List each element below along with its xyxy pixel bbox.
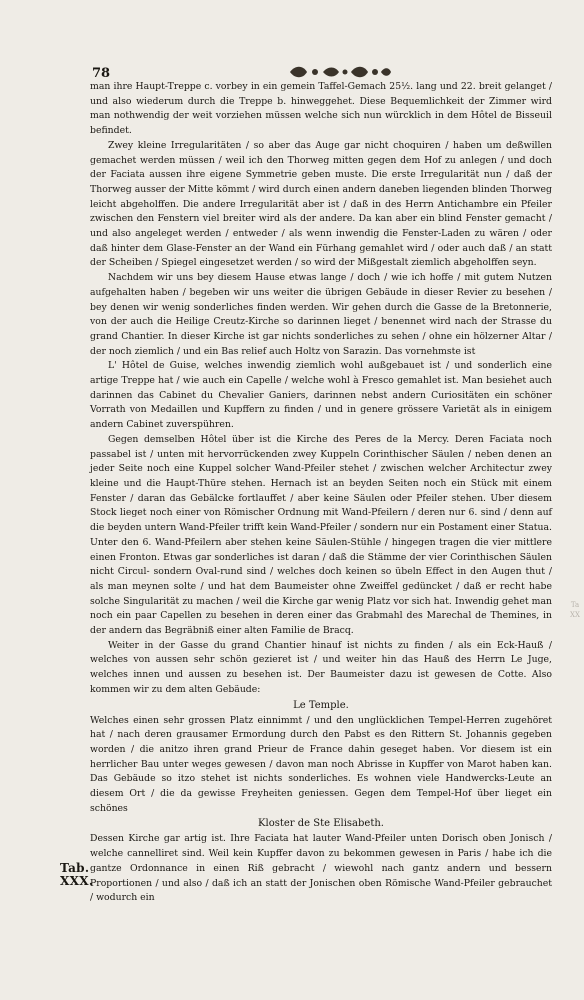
section-heading: Kloster de Ste Elisabeth. <box>258 818 384 830</box>
paragraph: Dessen Kirche gar artig ist. Ihre Faciata hat lauter Wand-Pfeiler unten Dorisch oben Jonisch / welche cannelliret sind. Weil kein Kupffer davon zu bekommen gewesen in Paris / habe ich die gantze Ordonnance in einen Riß gebracht / wiewohl nach gantz andern und bessern Proportionen / und also / daß ich an statt der Jonischen oben Römische Wand-Pfeiler gebrauchet / wodurch ein <box>90 833 552 904</box>
paragraph: man ihre Haupt-Treppe c. vorbey in ein gemein Taffel-Gemach 25½. lang und 22. breit gelanget / und also wiederum durch die Treppe b. hinweggehet. Diese Bequemlichkeit der Zimmer wird man nothwendig der weit vorziehen müssen welche sich nun würcklich in dem Hôtel de Bisseuil befindet. <box>90 81 552 137</box>
paragraph: Zwey kleine Irregularitäten / so aber das Auge gar nicht choquiren / haben um deßwillen gemachet werden müssen / weil ich den Thorweg mitten gegen dem Hof zu anlegen / und doch der Faciata aussen ihre eigene Symmetrie geben muste. Die erste Irregularität nun / daß der Thorweg ausser der Mitte kömmt / wird durch einen andern daneben liegenden blinden Thorweg leicht abgeholffen. Die andere Irregularität aber ist / daß in des Herrn Antichambre ein Pfeiler zwischen den Fenstern viel breiter wird als der andere. Da kan aber ein blind Fenster gemacht / und also angeleget werden / entweder / als wenn inwendig die Fenster-Laden zu wären / oder daß hinter dem Glase-Fenster an der Wand ein Fürhang gemahlet wird / oder auch daß / an statt der Scheiben / Spiegel eingesetzet werden / so wird der Mißgestalt ziemlich abgeholffen seyn. <box>90 139 552 269</box>
margin-note-plate-reference: Tab. XXX. <box>60 861 94 888</box>
section-heading: Le Temple. <box>293 699 349 711</box>
ornament-header-decoration <box>285 63 395 81</box>
main-text <box>90 80 552 906</box>
bleed-through-text: Ta XX <box>570 601 580 619</box>
paragraph: Weiter in der Gasse du grand Chantier hinauf ist nichts zu finden / als ein Eck-Hauß / welches von aussen sehr schön gezieret ist / und weiter hin das Hauß des Herrn Le Juge, welches innen und aussen zu besehen ist. Der Baumeister dazu ist gewesen de Cotte. Also kommen wir zu dem alten Gebäude: <box>90 639 552 695</box>
paragraph: Welches einen sehr grossen Platz einnimmt / und den unglücklichen Tempel-Herren zugehöret hat / nach deren grausamer Ermordung durch den Pabst es den Rittern St. Johannis gegeben worden / die anitzo ihren grand Prieur de France dahin geseget haben. Vor diesem ist ein herrlicher Bau unter weges gewesen / davon man noch Abrisse in Kupffer von Marot haben kan. Das Gebäude so itzo stehet ist nichts sonderliches. Es wohnen viele Handwercks-Leute an diesem Ort / die da gewisse Freyheiten geniessen. Gegen dem Tempel-Hof über lieget ein schönes <box>90 714 552 814</box>
page-number: 78 <box>92 66 111 81</box>
paragraph: Nachdem wir uns bey diesem Hause etwas lange / doch / wie ich hoffe / mit gutem Nutzen aufgehalten haben / begeben wir uns weiter die übrigen Gebäude in dieser Revier zu besehen / bey denen wir wenig sonderliches finden werden. Wir gehen durch die Gasse de la Bretonnerie, von der auch die Heilige Creutz-Kirche so darinnen lieget / benennet wird nach der Strasse du grand Chantier. In dieser Kirche ist gar nichts sonderliches zu sehen / ohne ein hölzerner Altar / der noch ziemlich / und ein Bas relief auch Holtz von Sarazin. Das vornehmste ist <box>90 272 552 357</box>
paragraph: Gegen demselben Hôtel über ist die Kirche des Peres de la Mercy. Deren Faciata noch passabel ist / unten mit hervorrückenden zwey Kuppeln Corinthischer Säulen / neben denen an jeder Seite noch eine Kuppel solcher Wand-Pfeiler stehet / zwischen welcher Architectur zwey kleine und die Haupt-Thüre stehen. Hernach ist an beyden Seiten noch ein Stück mit einem Fenster / daran das Gebälcke fortlauffet / aber keine Säulen oder Pfeiler stehen. Uber diesem Stock lieget noch einer von Römischer Ordnung mit Wand-Pfeilern / deren nur 6. sind / denn auf die beyden untern Wand-Pfeiler trifft kein Wand-Pfeiler / sondern nur ein Postament einer Statua. Unter den 6. Wand-Pfeilern aber stehen keine Säulen-Stühle / hingegen tragen die vier mittlere einen Fronton. Etwas gar sonderliches ist daran / daß die Stämme der vier Corinthischen Säulen nicht Circul- sondern Oval-rund sind / welches doch keinen so übeln Effect in den Augen thut / als man meynen solte / und hat dem Baumeister ohne Zweiffel gedüncket / daß er recht habe solche Singularität zu machen / weil die Kirche gar wenig Platz vor sich hat. Inwendig gehet man noch ein paar Capellen zu besehen in deren einer das Grabmahl des Marechal de Themines, in der andern das Begräbniß einer alten Familie de Bracq. <box>90 433 552 637</box>
paragraph: L' Hôtel de Guise, welches inwendig ziemlich wohl außgebauet ist / und sonderlich eine artige Treppe hat / wie auch ein Capelle / welche wohl à Fresco gemahlet ist. Man besiehet auch darinnen das Cabinet du Chevalier Ganiers, darinnen nebst andern Curiositäten ein schöner Vorrath von Medaillen und Kupffern zu finden / und in genere grössere Varietät als in einigem andern Cabinet zuverspühren. <box>90 360 552 431</box>
